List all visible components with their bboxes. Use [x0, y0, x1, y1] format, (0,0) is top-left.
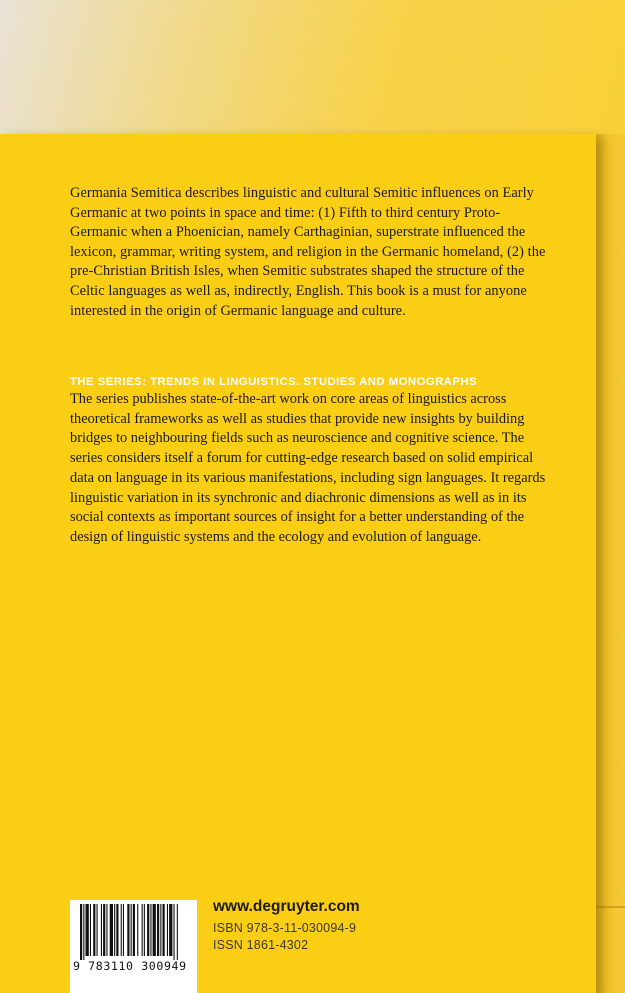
barcode-bar	[127, 904, 129, 956]
barcode-bar	[163, 904, 165, 956]
barcode-bar	[144, 904, 145, 956]
barcode-bar	[131, 904, 132, 956]
barcode-bar	[133, 904, 135, 956]
barcode-bar	[121, 904, 122, 956]
barcode-bar	[106, 904, 107, 956]
barcode-bar	[167, 904, 168, 956]
adjacent-page-edge	[596, 134, 625, 993]
barcode-bar	[123, 904, 124, 956]
series-heading: THE SERIES: TRENDS IN LINGUISTICS. STUDIES AND MONOGRAPHS	[70, 376, 478, 388]
barcode-bar	[93, 904, 95, 956]
barcode-bar	[153, 904, 156, 956]
barcode-bar	[103, 904, 105, 956]
book-blurb: Germania Semitica describes linguistic and cultural Semitic influences on Early Germanic at two points in space and time: (1) Fifth to third century Proto-Germanic when a Phoenician, namely Carthaginian, superstrate influenced the lexicon, grammar, writing system, and religion in the Germanic homeland, (2) the pre-Christian British Isles, when Semitic substrates shaped the structure of the Celtic languages as well as, indirectly, English. This book is a must for anyone interested in the origin of Germanic language and culture.	[70, 185, 546, 319]
barcode-number: 9 783110 300949	[73, 959, 187, 973]
barcode-bar	[174, 904, 175, 960]
series-description: The series publishes state-of-the-art work on core areas of linguistics across theoretical frameworks as well as studies that provide new insights by building bridges to neighbouring fields such as neuroscience and cognitive science. The series considers itself a forum for cutting-edge research based on solid empirical data on language in its various manifestations, including sign languages. It regards linguistic variation in its synchronic and diachronic dimensions as well as in its social contexts as important sources of insight for a better understanding of the design of linguistic systems and the ecology and evolution of language.	[70, 391, 546, 545]
barcode-bar	[83, 904, 84, 960]
barcode-bar	[110, 904, 113, 956]
publisher-website[interactable]: www.degruyter.com	[213, 898, 360, 915]
barcode-bar	[150, 904, 151, 956]
isbn-barcode	[70, 900, 197, 993]
publisher-info	[213, 898, 360, 954]
barcode-bar	[90, 904, 91, 956]
isbn-number: ISBN 978-3-11-030094-9	[213, 921, 357, 935]
barcode-bar	[169, 904, 172, 956]
barcode-bar	[147, 904, 149, 956]
barcode-bar	[97, 904, 98, 956]
barcode-bar	[177, 904, 178, 960]
barcode-bar	[114, 904, 115, 956]
barcode-bar	[116, 904, 118, 956]
issn-number: ISSN 1861-4302	[213, 938, 309, 952]
barcode-bar	[101, 904, 102, 956]
barcode-bar	[157, 904, 159, 956]
barcode-bars	[80, 904, 188, 960]
barcode-bar	[142, 904, 143, 956]
page-edge-shadow	[596, 906, 625, 908]
barcode-bar	[160, 904, 161, 956]
barcode-bar	[80, 904, 82, 960]
barcode-bar	[86, 904, 89, 956]
barcode-bar	[137, 904, 138, 956]
